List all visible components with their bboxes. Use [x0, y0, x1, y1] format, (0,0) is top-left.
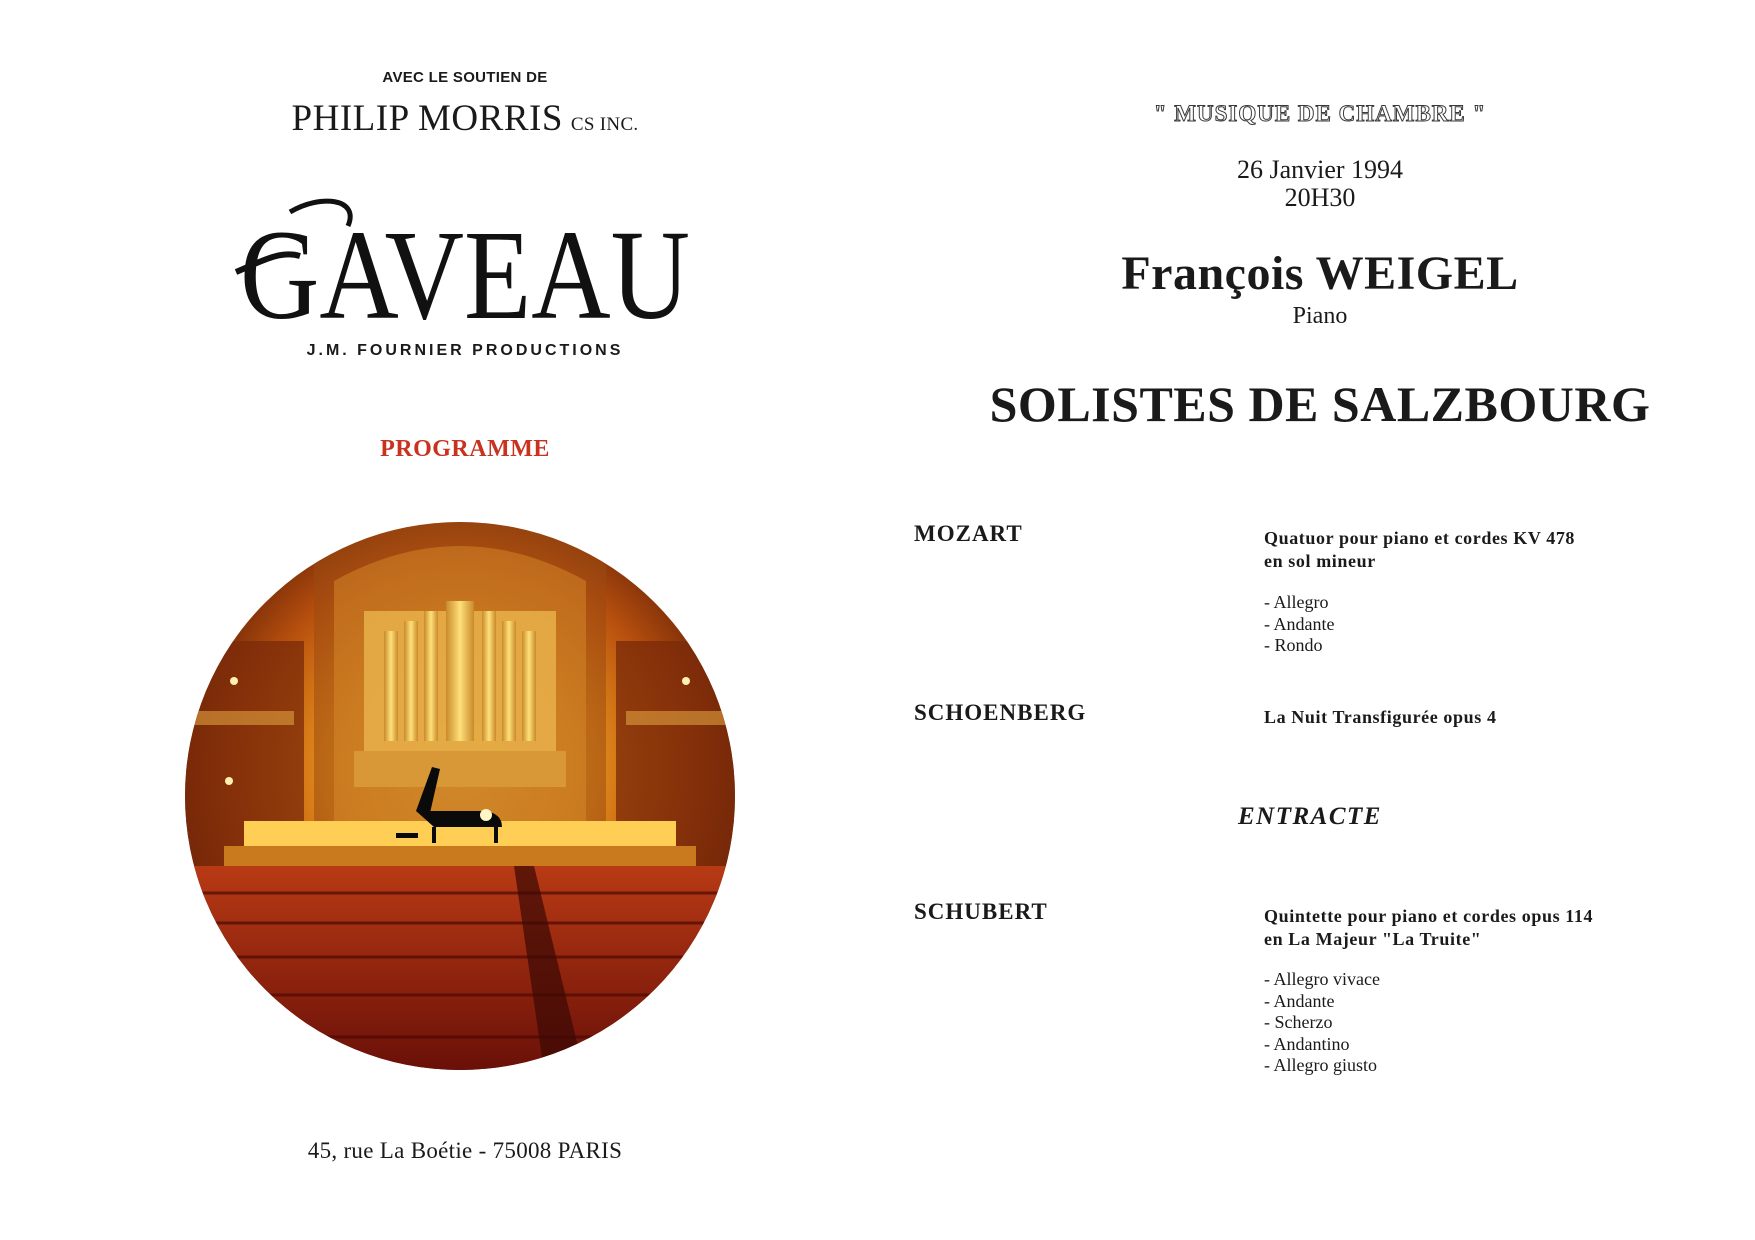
movements-mozart — [1264, 592, 1335, 657]
work-title: La Nuit Transfigurée opus 4 — [1264, 707, 1497, 727]
producer-line: J.M. FOURNIER PRODUCTIONS — [306, 342, 624, 359]
work-title: Quintette pour piano et cordes opus 114 — [1264, 906, 1594, 926]
movement-item: - Rondo — [1264, 635, 1335, 657]
gaveau-logo — [230, 190, 700, 346]
movement-item: - Andantino — [1264, 1034, 1380, 1056]
movement-item: - Allegro vivace — [1264, 969, 1380, 991]
movement-item: - Allegro giusto — [1264, 1055, 1380, 1077]
composer-mozart: MOZART — [914, 521, 1023, 546]
concert-time: 20H30 — [1284, 183, 1356, 212]
series-title: " MUSIQUE DE CHAMBRE " — [1153, 101, 1487, 126]
work-schubert — [1264, 905, 1684, 951]
movement-item: - Allegro — [1264, 592, 1335, 614]
intermission-label: ENTRACTE — [1238, 803, 1382, 830]
composer-schubert: SCHUBERT — [914, 899, 1048, 924]
venue-address: 45, rue La Boétie - 75008 PARIS — [307, 1138, 623, 1163]
gaveau-logo-text: GAVEAU — [240, 204, 690, 346]
concert-hall-photo — [184, 521, 736, 1071]
movement-item: - Andante — [1264, 991, 1380, 1013]
work-title: Quatuor pour piano et cordes KV 478 — [1264, 528, 1576, 548]
movement-item: - Andante — [1264, 614, 1335, 636]
composer-schoenberg: SCHOENBERG — [914, 700, 1087, 725]
programme-title: PROGRAMME — [380, 436, 550, 462]
sponsor-suffix: CS INC. — [570, 114, 639, 135]
sponsor-name-text: PHILIP MORRIS — [291, 98, 563, 139]
ensemble-name: SOLISTES DE SALZBOURG — [989, 376, 1651, 432]
concert-date: 26 Janvier 1994 — [1236, 155, 1404, 184]
movements-schubert — [1264, 969, 1380, 1077]
support-label: AVEC LE SOUTIEN DE — [382, 69, 548, 86]
performer-name: François WEIGEL — [1121, 247, 1519, 300]
work-mozart — [1264, 527, 1684, 573]
work-subtitle: en La Majeur "La Truite" — [1264, 929, 1482, 949]
sponsor-name — [200, 97, 730, 140]
work-schoenberg — [1264, 706, 1684, 729]
performer-instrument: Piano — [1292, 303, 1348, 329]
movement-item: - Scherzo — [1264, 1012, 1380, 1034]
work-subtitle: en sol mineur — [1264, 551, 1376, 571]
